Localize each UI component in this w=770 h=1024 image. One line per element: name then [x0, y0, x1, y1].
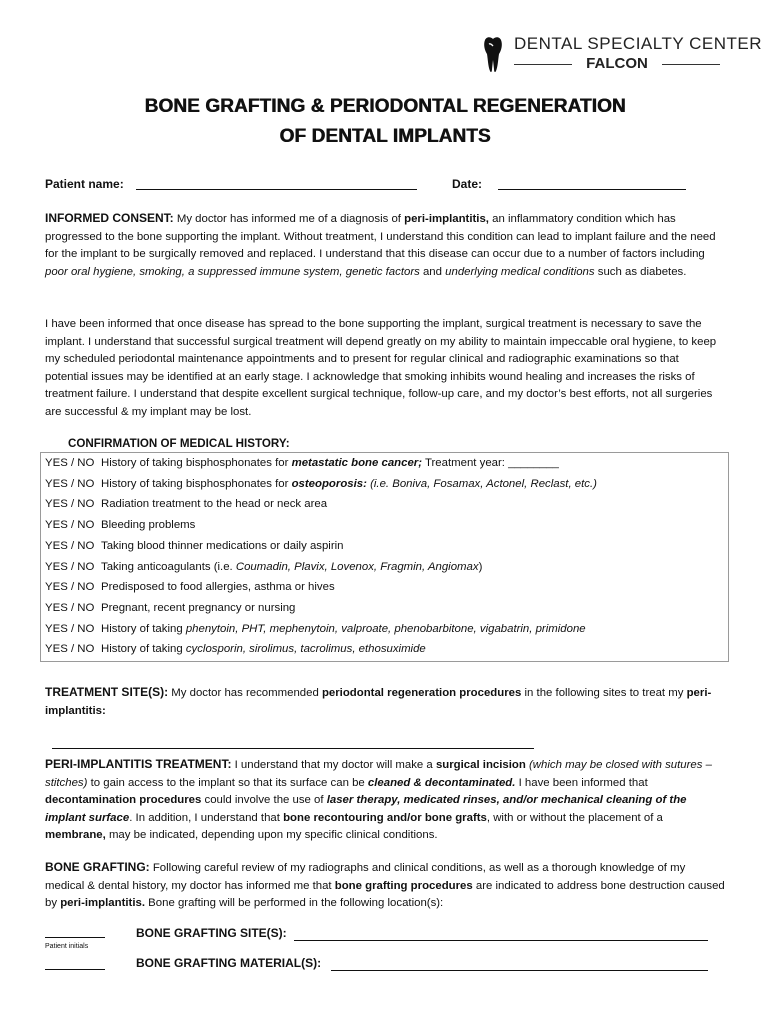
- peri-implantitis-paragraph: [45, 756, 725, 845]
- yes-no-choice[interactable]: YES / NO: [45, 498, 95, 511]
- history-text: Pregnant, recent pregnancy or nursing: [101, 601, 296, 614]
- peri-bold: membrane,: [45, 829, 106, 841]
- clinic-location-row: [514, 55, 720, 73]
- yes-no-choice[interactable]: YES / NO: [45, 622, 95, 635]
- treatment-text: in the following sites to treat my: [521, 687, 687, 699]
- peri-treatment-heading: PERI-IMPLANTITIS TREATMENT:: [45, 757, 232, 771]
- peri-bold-italic: laser therapy, medicated rinses, and/or mechanical cleaning of the implant surface: [45, 794, 687, 824]
- peri-text: may be indicated, depending upon my specific clinical conditions.: [105, 829, 438, 841]
- yes-no-choice[interactable]: YES / NO: [45, 457, 95, 469]
- clinic-name: DENTAL SPECIALTY CENTER: [514, 34, 762, 53]
- consent-text: such as diabetes.: [594, 265, 687, 278]
- history-text: Taking anticoagulants (i.e.: [101, 560, 236, 573]
- peri-text: . In addition, I understand that: [129, 811, 284, 824]
- medical-history-row: [45, 619, 586, 640]
- document-title: [0, 92, 770, 152]
- bone-grafting-site-field[interactable]: [294, 940, 708, 941]
- treatment-bold: peri-implantitis:: [45, 687, 712, 717]
- peri-text: I understand that my doctor will make a: [231, 759, 436, 771]
- medical-history-title: CONFIRMATION OF MEDICAL HISTORY:: [68, 437, 290, 450]
- peri-bold: bone recontouring and/or bone grafts: [283, 811, 487, 824]
- history-text: Treatment year: ________: [422, 457, 559, 469]
- grafting-bold: bone grafting procedures: [334, 879, 473, 892]
- date-label: Date:: [452, 177, 483, 191]
- yes-no-choice[interactable]: YES / NO: [45, 581, 95, 594]
- history-text: History of taking bisphosphonates for: [101, 477, 292, 490]
- yes-no-choice[interactable]: YES / NO: [45, 539, 95, 552]
- consent-risk-factors: poor oral hygiene, smoking, a suppressed immune system, genetic factors: [45, 265, 420, 278]
- tooth-icon: [482, 36, 504, 74]
- yes-no-choice[interactable]: YES / NO: [45, 477, 95, 490]
- consent-medical-conditions: underlying medical conditions: [445, 265, 595, 278]
- peri-text: , with or without the placement of a: [486, 811, 663, 824]
- peri-text: could involve the use of: [201, 794, 327, 806]
- peri-bold-italic: cleaned & decontaminated.: [367, 776, 516, 789]
- history-drug-list: Coumadin, Plavix, Lovenox, Fragmin, Angiomax: [235, 560, 479, 573]
- treatment-sites-paragraph: [45, 684, 725, 720]
- history-text: Radiation treatment to the head or neck area: [101, 498, 328, 511]
- informed-consent-heading: INFORMED CONSENT:: [45, 211, 174, 225]
- yes-no-choice[interactable]: YES / NO: [45, 601, 95, 614]
- title-line-2: OF DENTAL IMPLANTS: [279, 126, 491, 147]
- history-text: Bleeding problems: [101, 519, 196, 532]
- history-text: History of taking: [101, 643, 186, 656]
- patient-name-label: Patient name:: [45, 177, 124, 191]
- clinic-logo: [478, 34, 762, 76]
- treatment-text: My doctor has recommended: [168, 687, 322, 699]
- bone-grafting-material-field[interactable]: [331, 970, 708, 971]
- yes-no-choice[interactable]: YES / NO: [45, 560, 95, 573]
- logo-rule-right: [662, 64, 720, 65]
- surgical-treatment-paragraph: I have been informed that once disease has spread to the bone supporting the implant, surgical treatment is necessary to save the implant. I understand that successful surgical treatment will depend greatly on my ability to maintain impeccable oral hygiene, to keep my scheduled periodontal maintenance appointments and to present for regular clinical and radiographic examinations so that potential issues may be identified at an early stage. I acknowledge that smoking inhibits wound healing and increases the risks of treatment failure. I understand that despite excellent surgical technique, follow-up care, and my doctor’s best efforts, not all surgeries are successful & my implant may be lost.: [45, 318, 717, 418]
- consent-text: My doctor has informed me of a diagnosis of: [173, 213, 405, 225]
- history-emphasis: osteoporosis:: [291, 477, 367, 490]
- bone-grafting-heading: BONE GRAFTING:: [45, 860, 150, 874]
- history-text: Taking blood thinner medications or daily aspirin: [101, 539, 344, 552]
- history-drug-list: cyclosporin, sirolimus, tacrolimus, ethosuximide: [185, 643, 426, 656]
- medical-history-row: [45, 536, 344, 557]
- peri-italic: (which may be closed with sutures – stitches): [45, 759, 712, 789]
- treatment-bold: periodontal regeneration procedures: [321, 687, 522, 699]
- history-text: ): [478, 560, 483, 573]
- medical-history-row: [45, 577, 335, 598]
- patient-initials-caption: Patient initials: [45, 943, 89, 950]
- bone-grafting-material-label: BONE GRAFTING MATERIAL(S):: [136, 956, 322, 970]
- history-text: (i.e. Boniva, Fosamax, Actonel, Reclast, etc.): [366, 477, 597, 490]
- peri-bold: surgical incision: [435, 759, 526, 771]
- peri-bold: decontamination procedures: [45, 794, 202, 806]
- treatment-sites-field[interactable]: [52, 748, 534, 749]
- history-drug-list: phenytoin, PHT, mephenytoin, valproate, phenobarbitone, vigabatrin, primidone: [185, 622, 586, 635]
- history-emphasis: metastatic bone cancer;: [291, 457, 423, 469]
- logo-rule-left: [514, 64, 572, 65]
- treatment-sites-heading: TREATMENT SITE(S):: [45, 685, 169, 699]
- patient-initials-field-2[interactable]: [45, 969, 105, 970]
- grafting-text: are indicated to address bone destruction caused by: [45, 879, 725, 909]
- peri-text: to gain access to the implant so that its surface can be: [87, 776, 368, 789]
- medical-history-row: [45, 515, 195, 536]
- bone-grafting-paragraph: [45, 859, 725, 913]
- date-field[interactable]: [498, 189, 686, 190]
- consent-bold-diagnosis: peri-implantitis,: [404, 213, 489, 225]
- consent-text: and: [419, 265, 446, 278]
- history-text: Predisposed to food allergies, asthma or hives: [101, 581, 335, 594]
- grafting-text: Following careful review of my radiographs and clinical conditions, as well as a thorough knowledge of my medical & dental history, my doctor has informed me that: [45, 862, 686, 892]
- title-line-1: BONE GRAFTING & PERIODONTAL REGENERATION: [144, 96, 626, 117]
- medical-history-row: [45, 598, 295, 619]
- medical-history-box: [40, 452, 729, 662]
- peri-text: I have been informed that: [515, 776, 648, 789]
- medical-history-row: [45, 453, 559, 474]
- patient-initials-field[interactable]: [45, 937, 105, 938]
- yes-no-choice[interactable]: YES / NO: [45, 519, 95, 532]
- informed-consent-paragraph: [45, 210, 725, 281]
- consent-text: an inflammatory condition which has progressed to the bone supporting the implant. Without treatment, I understand this condition can lead to implant failure and the need for the implant to be surgically removed and replaced. I understand that this disease can occur due to a number of factors including: [45, 213, 716, 260]
- medical-history-row: [45, 474, 597, 495]
- medical-history-row: [45, 494, 327, 515]
- history-text: History of taking bisphosphonates for: [101, 457, 292, 469]
- grafting-bold: peri-implantitis.: [60, 897, 146, 909]
- history-text: History of taking: [101, 622, 186, 635]
- bone-grafting-site-label: BONE GRAFTING SITE(S):: [136, 926, 287, 940]
- medical-history-row: [45, 639, 426, 660]
- clinic-location: FALCON: [586, 55, 648, 72]
- patient-name-field[interactable]: [136, 189, 417, 190]
- yes-no-choice[interactable]: YES / NO: [45, 643, 95, 656]
- medical-history-row: [45, 557, 482, 578]
- grafting-text: Bone grafting will be performed in the following location(s):: [145, 897, 444, 909]
